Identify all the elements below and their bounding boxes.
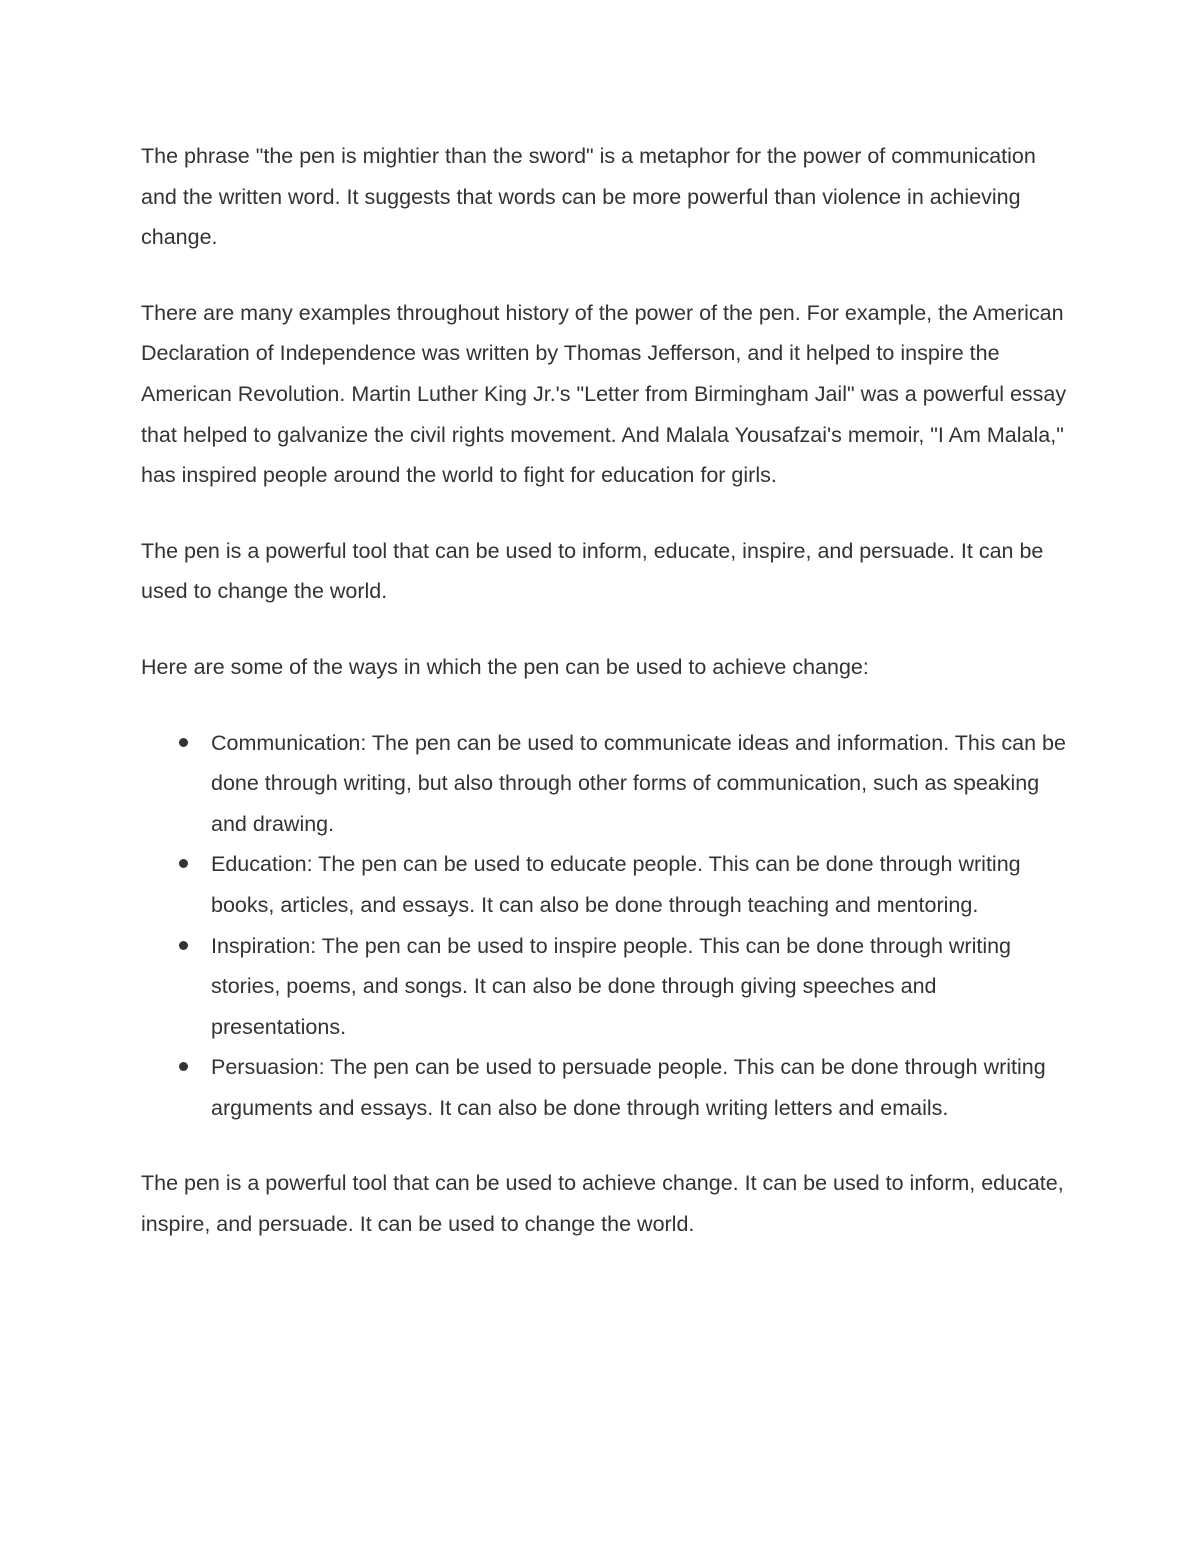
list-item-text: Persuasion: The pen can be used to persuade people. This can be done through writing arguments and essays. It can also be done through writing letters and emails.: [211, 1055, 1046, 1120]
paragraph-list-intro: Here are some of the ways in which the pen can be used to achieve change:: [141, 654, 869, 679]
paragraph-examples: There are many examples throughout history of the power of the pen. For example, the American Declaration of Independence was written by Thomas Jefferson, and it helped to inspire the American Revolution. Martin Luther King Jr.'s "Letter from Birmingham Jail" was a powerful essay that helped to galvanize the civil rights movement. And Malala Yousafzai's memoir, "I Am Malala," has inspired people around the world to fight for education for girls.: [141, 300, 1067, 488]
list-item-text: Education: The pen can be used to educate people. This can be done through writing books, articles, and essays. It can also be done through teaching and mentoring.: [211, 852, 1021, 917]
list-item: [141, 926, 1071, 1048]
bullet-list: [141, 723, 1071, 1129]
paragraph-conclusion: The pen is a powerful tool that can be used to achieve change. It can be used to inform, educate, inspire, and persuade. It can be used to change the world.: [141, 1171, 1064, 1237]
document-body: [141, 136, 1071, 1280]
list-item: [141, 723, 1071, 845]
paragraph-tool: The pen is a powerful tool that can be used to inform, educate, inspire, and persuade. It can be used to change the world.: [141, 538, 1044, 604]
paragraph-intro: The phrase "the pen is mightier than the sword" is a metaphor for the power of communication and the written word. It suggests that words can be more powerful than violence in achieving change.: [141, 144, 1036, 250]
bullet-icon: [179, 1062, 188, 1071]
bullet-icon: [179, 859, 188, 868]
list-item-text: Inspiration: The pen can be used to inspire people. This can be done through writing stories, poems, and songs. It can also be done through giving speeches and presentations.: [211, 933, 1012, 1039]
list-item-text: Communication: The pen can be used to communicate ideas and information. This can be done through writing, but also through other forms of communication, such as speaking and drawing.: [211, 730, 1066, 836]
list-item: [141, 1047, 1071, 1128]
list-item: [141, 844, 1071, 925]
bullet-icon: [179, 941, 188, 950]
bullet-icon: [179, 738, 188, 747]
